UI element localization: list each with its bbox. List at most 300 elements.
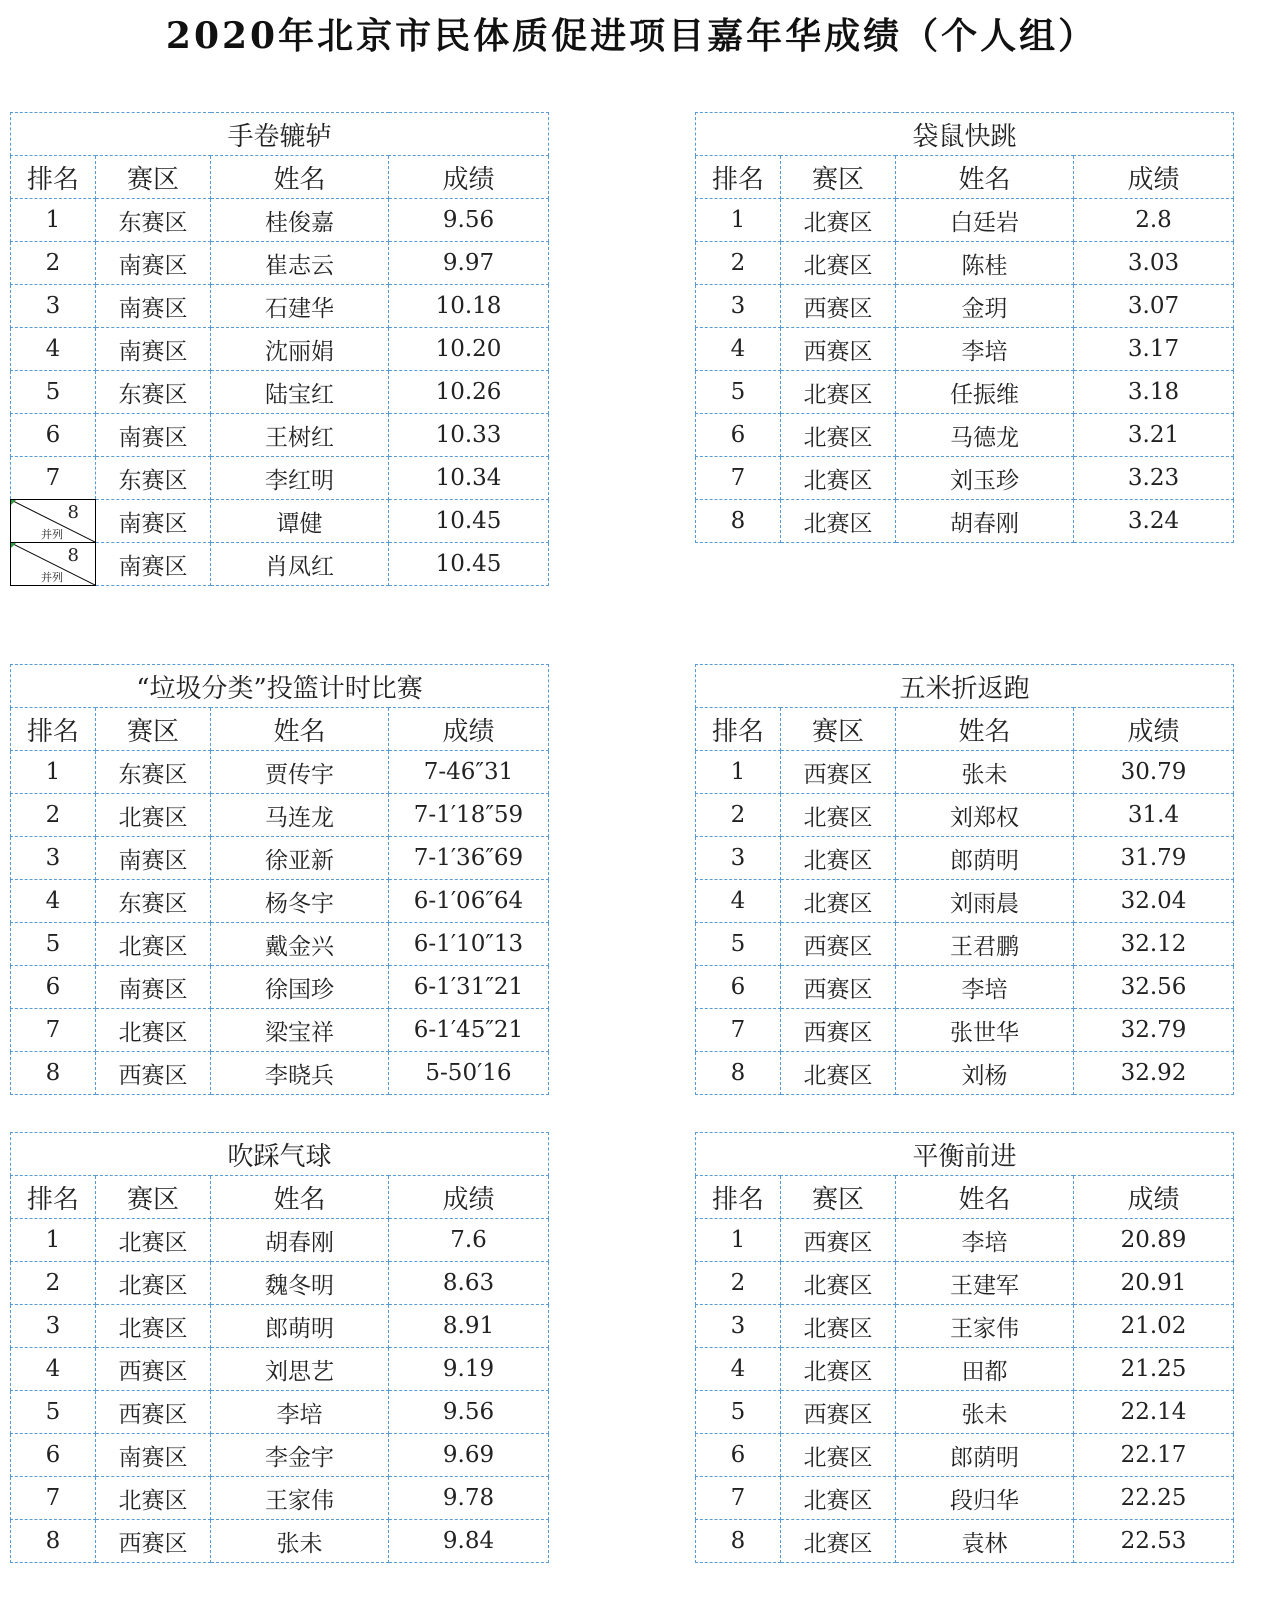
column-header-rank: 排名 [696,156,781,199]
results-table-balloon [10,1132,549,1563]
zone-cell: 西赛区 [781,751,896,794]
table-row [11,1052,549,1095]
score-cell: 5-50′16 [389,1052,549,1095]
table-row [696,500,1234,543]
score-cell: 6-1′06″64 [389,880,549,923]
table-row [696,966,1234,1009]
rank-cell: 1 [696,751,781,794]
tie-rank: 8 [67,545,79,566]
zone-cell: 西赛区 [781,1219,896,1262]
name-cell: 刘雨晨 [896,880,1074,923]
zone-cell: 北赛区 [781,371,896,414]
cell-corner-marker [11,543,16,548]
column-header-name: 姓名 [896,1176,1074,1219]
table-row [696,1219,1234,1262]
name-cell: 李红明 [211,457,389,500]
table-row [11,1520,549,1563]
rank-cell: 8 [696,1052,781,1095]
table-row [696,1052,1234,1095]
rank-cell: 6 [696,414,781,457]
score-cell: 22.25 [1074,1477,1234,1520]
score-cell: 10.45 [389,543,549,586]
name-cell: 贾传宇 [211,751,389,794]
rank-cell: 7 [11,457,96,500]
name-cell: 石建华 [211,285,389,328]
table-header-row [696,156,1234,199]
zone-cell: 南赛区 [96,1434,211,1477]
table-row [696,794,1234,837]
rank-cell: 3 [696,285,781,328]
table-row [696,457,1234,500]
zone-cell: 北赛区 [96,1009,211,1052]
column-header-rank: 排名 [11,708,96,751]
results-table-basketball-timed [10,664,549,1095]
zone-cell: 北赛区 [781,457,896,500]
score-cell: 32.79 [1074,1009,1234,1052]
zone-cell: 南赛区 [96,414,211,457]
name-cell: 王建军 [896,1262,1074,1305]
score-cell: 10.18 [389,285,549,328]
score-cell: 9.56 [389,199,549,242]
rank-cell: 2 [696,1262,781,1305]
zone-cell: 北赛区 [781,199,896,242]
column-header-score: 成绩 [389,708,549,751]
name-cell: 郎荫明 [896,1434,1074,1477]
rank-cell: 3 [11,837,96,880]
name-cell: 王家伟 [211,1477,389,1520]
table-caption-row [696,1133,1234,1176]
table-row [696,1391,1234,1434]
rank-cell: 6 [11,966,96,1009]
rank-cell: 8 [11,1052,96,1095]
zone-cell: 西赛区 [96,1348,211,1391]
zone-cell: 西赛区 [781,328,896,371]
rank-cell: 5 [696,371,781,414]
score-cell: 9.56 [389,1391,549,1434]
zone-cell: 南赛区 [96,242,211,285]
name-cell: 桂俊嘉 [211,199,389,242]
name-cell: 刘郑权 [896,794,1074,837]
rank-cell-tied [11,543,96,586]
name-cell: 张未 [211,1520,389,1563]
name-cell: 段归华 [896,1477,1074,1520]
tie-note: 并列 [41,571,63,584]
rank-cell: 5 [11,371,96,414]
tie-note: 并列 [41,528,63,541]
score-cell: 6-1′45″21 [389,1009,549,1052]
rank-cell: 8 [11,1520,96,1563]
score-cell: 7.6 [389,1219,549,1262]
score-cell: 20.91 [1074,1262,1234,1305]
score-cell: 10.26 [389,371,549,414]
table-row [11,794,549,837]
name-cell: 王君鹏 [896,923,1074,966]
score-cell: 10.45 [389,500,549,543]
rank-cell: 7 [696,1477,781,1520]
zone-cell: 北赛区 [781,500,896,543]
table-row [696,880,1234,923]
table-row [11,1262,549,1305]
rank-cell: 5 [696,923,781,966]
table-row [696,1009,1234,1052]
score-cell: 3.21 [1074,414,1234,457]
rank-cell: 5 [11,923,96,966]
zone-cell: 北赛区 [781,1520,896,1563]
score-cell: 31.4 [1074,794,1234,837]
rank-cell: 2 [11,242,96,285]
name-cell: 刘杨 [896,1052,1074,1095]
score-cell: 10.20 [389,328,549,371]
score-cell: 32.04 [1074,880,1234,923]
column-header-name: 姓名 [211,708,389,751]
rank-cell: 3 [11,285,96,328]
zone-cell: 西赛区 [781,1391,896,1434]
name-cell: 张未 [896,751,1074,794]
table-caption-row [696,665,1234,708]
zone-cell: 南赛区 [96,285,211,328]
name-cell: 刘思艺 [211,1348,389,1391]
zone-cell: 东赛区 [96,199,211,242]
rank-cell: 4 [11,1348,96,1391]
zone-cell: 南赛区 [96,500,211,543]
rank-cell: 1 [11,1219,96,1262]
zone-cell: 西赛区 [781,923,896,966]
zone-cell: 北赛区 [781,837,896,880]
table-header-row [11,708,549,751]
table-row [696,923,1234,966]
column-header-zone: 赛区 [781,708,896,751]
table-row [696,1434,1234,1477]
score-cell: 32.12 [1074,923,1234,966]
score-cell: 3.03 [1074,242,1234,285]
name-cell: 刘玉珍 [896,457,1074,500]
table-row [696,1348,1234,1391]
zone-cell: 西赛区 [96,1052,211,1095]
score-cell: 9.78 [389,1477,549,1520]
table-row [11,414,549,457]
name-cell: 胡春刚 [896,500,1074,543]
rank-cell: 4 [696,1348,781,1391]
table-caption-row [11,113,549,156]
rank-cell: 1 [696,1219,781,1262]
zone-cell: 北赛区 [781,1305,896,1348]
column-header-rank: 排名 [11,156,96,199]
rank-cell: 7 [11,1009,96,1052]
table-caption-row [11,1133,549,1176]
table-row [11,966,549,1009]
name-cell: 袁林 [896,1520,1074,1563]
column-header-score: 成绩 [1074,156,1234,199]
rank-cell: 5 [696,1391,781,1434]
table-row [11,1391,549,1434]
table-caption-row [696,113,1234,156]
rank-cell: 1 [11,751,96,794]
name-cell: 金玥 [896,285,1074,328]
name-cell: 徐亚新 [211,837,389,880]
rank-cell: 6 [11,414,96,457]
table-row [11,199,549,242]
table-row [11,543,549,586]
rank-cell: 3 [11,1305,96,1348]
name-cell: 白廷岩 [896,199,1074,242]
zone-cell: 北赛区 [781,794,896,837]
name-cell: 魏冬明 [211,1262,389,1305]
name-cell: 李晓兵 [211,1052,389,1095]
name-cell: 戴金兴 [211,923,389,966]
rank-cell: 7 [696,1009,781,1052]
table-row [11,751,549,794]
table-row [11,371,549,414]
table-row [11,457,549,500]
table-row [11,923,549,966]
zone-cell: 南赛区 [96,328,211,371]
results-table-hand-windlass [10,112,549,586]
column-header-zone: 赛区 [781,1176,896,1219]
table-row [11,328,549,371]
score-cell: 3.24 [1074,500,1234,543]
table-row [11,837,549,880]
name-cell: 肖凤红 [211,543,389,586]
table-row [696,1305,1234,1348]
score-cell: 7-1′36″69 [389,837,549,880]
score-cell: 7-1′18″59 [389,794,549,837]
zone-cell: 东赛区 [96,457,211,500]
table-row [11,285,549,328]
column-header-name: 姓名 [896,708,1074,751]
zone-cell: 北赛区 [781,1348,896,1391]
results-table-kangaroo-jump [695,112,1234,543]
score-cell: 9.69 [389,1434,549,1477]
column-header-score: 成绩 [389,156,549,199]
zone-cell: 西赛区 [96,1391,211,1434]
zone-cell: 北赛区 [781,1434,896,1477]
table-row [696,414,1234,457]
table-caption: 平衡前进 [696,1133,1234,1176]
table-row [11,1009,549,1052]
table-row [696,1262,1234,1305]
name-cell: 陆宝红 [211,371,389,414]
zone-cell: 北赛区 [781,1262,896,1305]
results-table-balance-walk [695,1132,1234,1563]
name-cell: 徐国珍 [211,966,389,1009]
rank-cell: 8 [696,1520,781,1563]
score-cell: 8.91 [389,1305,549,1348]
rank-cell: 1 [11,199,96,242]
table-row [696,328,1234,371]
column-header-score: 成绩 [1074,708,1234,751]
score-cell: 22.14 [1074,1391,1234,1434]
column-header-zone: 赛区 [96,1176,211,1219]
zone-cell: 西赛区 [781,285,896,328]
table-caption: “垃圾分类”投篮计时比赛 [11,665,549,708]
score-cell: 8.63 [389,1262,549,1305]
zone-cell: 南赛区 [96,837,211,880]
score-cell: 3.23 [1074,457,1234,500]
score-cell: 32.92 [1074,1052,1234,1095]
zone-cell: 西赛区 [781,1009,896,1052]
zone-cell: 西赛区 [96,1520,211,1563]
score-cell: 10.33 [389,414,549,457]
score-cell: 9.84 [389,1520,549,1563]
score-cell: 6-1′31″21 [389,966,549,1009]
name-cell: 王家伟 [896,1305,1074,1348]
table-row [696,199,1234,242]
score-cell: 10.34 [389,457,549,500]
zone-cell: 南赛区 [96,543,211,586]
tie-rank: 8 [67,502,79,523]
table-row [11,1219,549,1262]
name-cell: 任振维 [896,371,1074,414]
zone-cell: 北赛区 [781,414,896,457]
score-cell: 22.17 [1074,1434,1234,1477]
name-cell: 杨冬宇 [211,880,389,923]
rank-cell: 6 [696,966,781,1009]
score-cell: 7-46″31 [389,751,549,794]
rank-cell: 4 [11,880,96,923]
rank-cell: 3 [696,1305,781,1348]
name-cell: 李金宇 [211,1434,389,1477]
rank-cell: 2 [11,794,96,837]
name-cell: 郎荫明 [896,837,1074,880]
score-cell: 9.19 [389,1348,549,1391]
column-header-rank: 排名 [696,708,781,751]
column-header-rank: 排名 [696,1176,781,1219]
table-row [11,500,549,543]
rank-cell: 2 [696,242,781,285]
rank-cell-tied [11,500,96,543]
name-cell: 马德龙 [896,414,1074,457]
rank-cell: 7 [696,457,781,500]
zone-cell: 北赛区 [96,1305,211,1348]
rank-cell: 2 [696,794,781,837]
table-caption: 袋鼠快跳 [696,113,1234,156]
table-row [696,837,1234,880]
rank-cell: 2 [11,1262,96,1305]
score-cell: 22.53 [1074,1520,1234,1563]
name-cell: 张未 [896,1391,1074,1434]
page-title: 2020年北京市民体质促进项目嘉年华成绩（个人组） [165,15,1098,57]
zone-cell: 北赛区 [96,794,211,837]
score-cell: 3.17 [1074,328,1234,371]
table-row [11,242,549,285]
score-cell: 20.89 [1074,1219,1234,1262]
name-cell: 张世华 [896,1009,1074,1052]
rank-cell: 8 [696,500,781,543]
score-cell: 32.56 [1074,966,1234,1009]
score-cell: 9.97 [389,242,549,285]
zone-cell: 东赛区 [96,751,211,794]
score-cell: 3.18 [1074,371,1234,414]
table-row [696,1520,1234,1563]
rank-cell: 1 [696,199,781,242]
rank-cell: 4 [696,328,781,371]
table-row [11,1305,549,1348]
name-cell: 郎萌明 [211,1305,389,1348]
rank-cell: 4 [696,880,781,923]
results-table-shuttle-run [695,664,1234,1095]
column-header-zone: 赛区 [96,156,211,199]
table-caption: 手卷辘轳 [11,113,549,156]
score-cell: 30.79 [1074,751,1234,794]
column-header-score: 成绩 [389,1176,549,1219]
column-header-zone: 赛区 [781,156,896,199]
name-cell: 李培 [896,1219,1074,1262]
zone-cell: 北赛区 [96,1219,211,1262]
column-header-name: 姓名 [896,156,1074,199]
zone-cell: 北赛区 [96,923,211,966]
table-header-row [11,156,549,199]
name-cell: 李培 [896,328,1074,371]
name-cell: 梁宝祥 [211,1009,389,1052]
rank-cell: 3 [696,837,781,880]
zone-cell: 北赛区 [781,1477,896,1520]
rank-cell: 5 [11,1391,96,1434]
table-caption-row [11,665,549,708]
name-cell: 沈丽娟 [211,328,389,371]
column-header-zone: 赛区 [96,708,211,751]
column-header-name: 姓名 [211,1176,389,1219]
zone-cell: 北赛区 [781,880,896,923]
score-cell: 2.8 [1074,199,1234,242]
column-header-score: 成绩 [1074,1176,1234,1219]
rank-cell: 7 [11,1477,96,1520]
rank-cell: 6 [696,1434,781,1477]
zone-cell: 北赛区 [96,1262,211,1305]
score-cell: 21.02 [1074,1305,1234,1348]
rank-cell: 4 [11,328,96,371]
name-cell: 陈桂 [896,242,1074,285]
table-header-row [11,1176,549,1219]
column-header-rank: 排名 [11,1176,96,1219]
table-row [11,880,549,923]
table-row [696,285,1234,328]
name-cell: 李培 [896,966,1074,1009]
zone-cell: 北赛区 [781,242,896,285]
name-cell: 崔志云 [211,242,389,285]
column-header-name: 姓名 [211,156,389,199]
table-caption: 吹踩气球 [11,1133,549,1176]
table-row [696,1477,1234,1520]
score-cell: 3.07 [1074,285,1234,328]
zone-cell: 东赛区 [96,371,211,414]
zone-cell: 北赛区 [96,1477,211,1520]
name-cell: 马连龙 [211,794,389,837]
name-cell: 王树红 [211,414,389,457]
table-header-row [696,1176,1234,1219]
zone-cell: 南赛区 [96,966,211,1009]
table-row [11,1348,549,1391]
table-header-row [696,708,1234,751]
zone-cell: 西赛区 [781,966,896,1009]
cell-corner-marker [11,500,16,505]
score-cell: 21.25 [1074,1348,1234,1391]
name-cell: 谭健 [211,500,389,543]
score-cell: 31.79 [1074,837,1234,880]
table-caption: 五米折返跑 [696,665,1234,708]
table-row [11,1434,549,1477]
rank-cell: 6 [11,1434,96,1477]
name-cell: 李培 [211,1391,389,1434]
name-cell: 田都 [896,1348,1074,1391]
table-row [696,371,1234,414]
table-row [11,1477,549,1520]
name-cell: 胡春刚 [211,1219,389,1262]
score-cell: 6-1′10″13 [389,923,549,966]
zone-cell: 东赛区 [96,880,211,923]
table-row [696,242,1234,285]
zone-cell: 北赛区 [781,1052,896,1095]
table-row [696,751,1234,794]
